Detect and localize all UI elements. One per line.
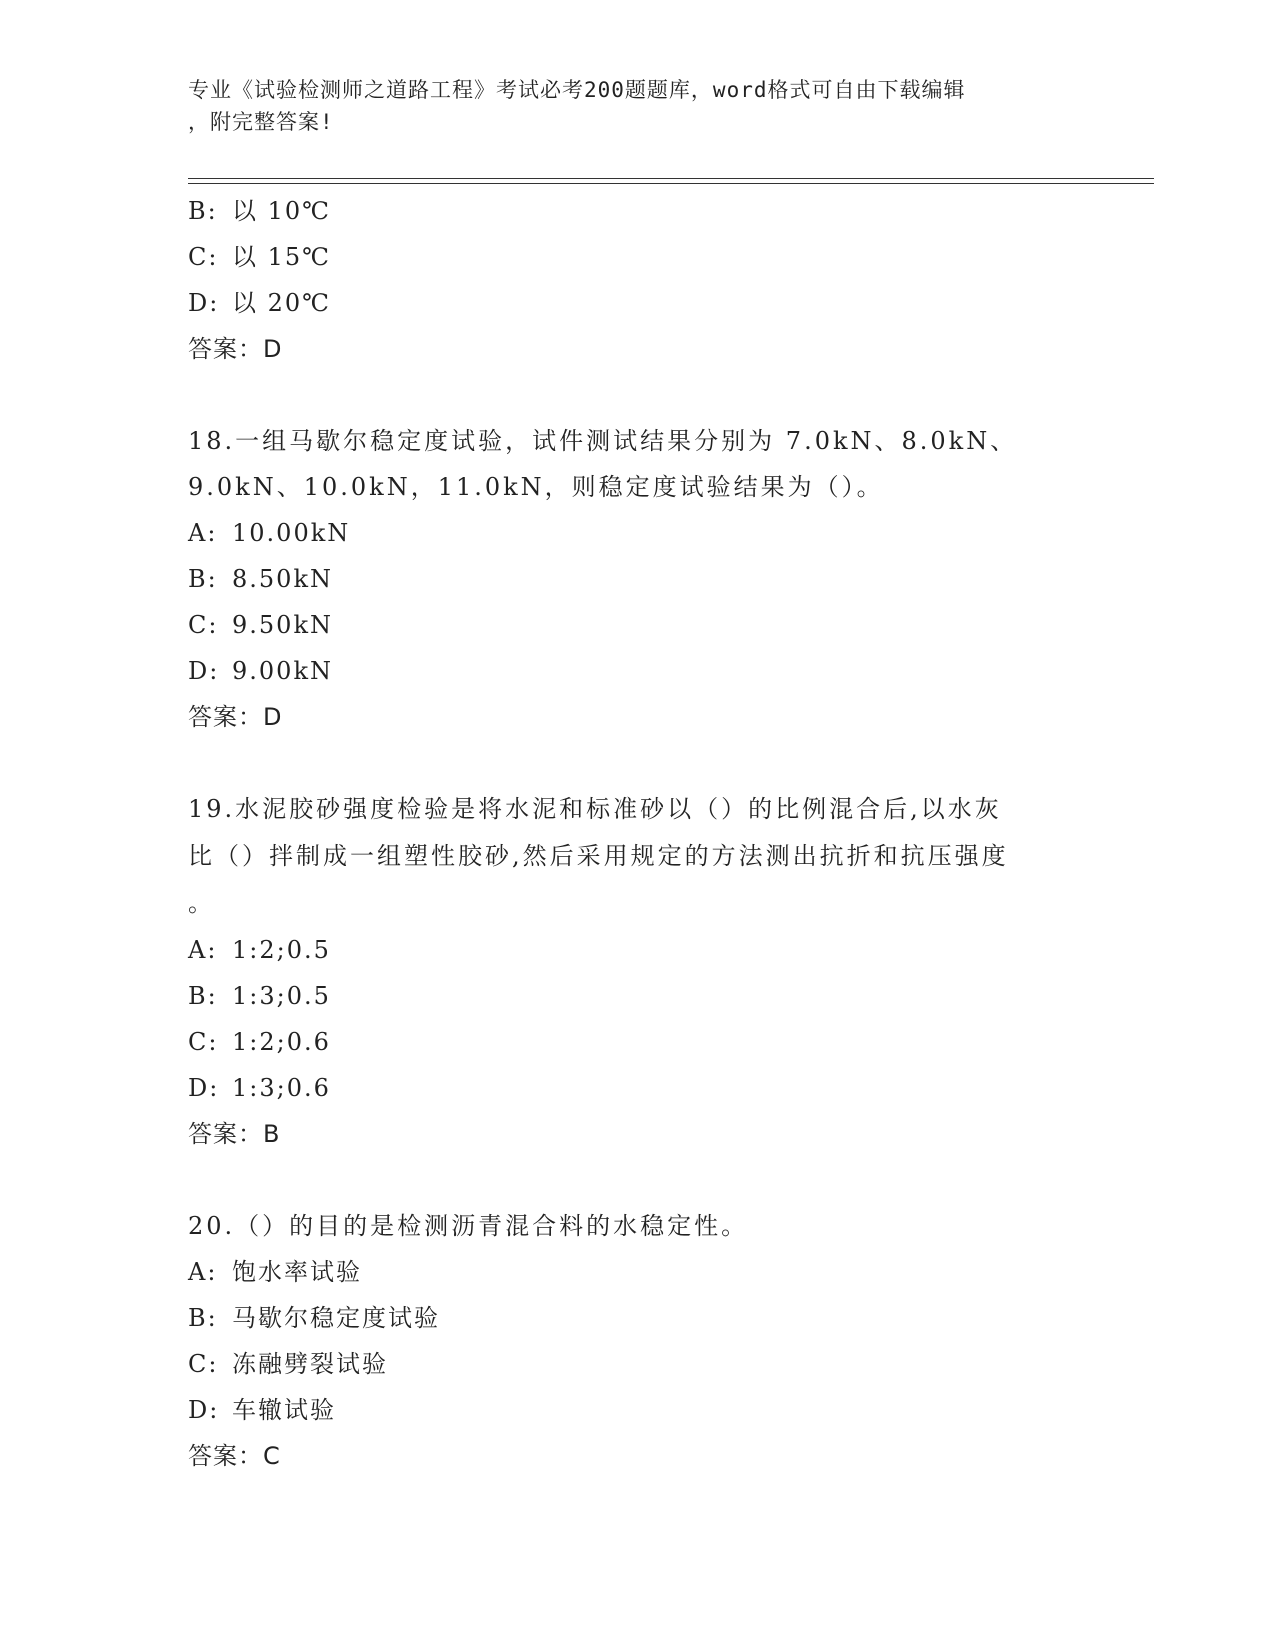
- option-text: 以 15℃: [232, 243, 332, 271]
- option-b: [188, 556, 1088, 602]
- option-letter: B:: [188, 1304, 218, 1332]
- option-letter: A:: [188, 936, 218, 964]
- option-b: [188, 973, 1088, 1019]
- option-letter: D:: [188, 1396, 220, 1424]
- option-text: 1:2;0.6: [232, 1028, 331, 1056]
- option-d: [188, 280, 1088, 326]
- option-d: [188, 1387, 1088, 1433]
- option-text: 1:3;0.6: [232, 1074, 331, 1102]
- option-d: [188, 648, 1088, 694]
- option-d: [188, 1065, 1088, 1111]
- question-19: [188, 786, 1088, 1157]
- option-letter: C:: [188, 1350, 219, 1378]
- option-a: [188, 510, 1088, 556]
- header-rule-bottom: [188, 183, 1154, 184]
- spacer: [188, 1157, 1088, 1203]
- option-text: 1:3;0.5: [232, 982, 331, 1010]
- question-stem-line: 18.一组马歇尔稳定度试验，试件测试结果分别为 7.0kN、8.0kN、: [188, 427, 1018, 455]
- option-letter: D:: [188, 1074, 220, 1102]
- header-title-line-1: 专业《试验检测师之道路工程》考试必考200题题库，word格式可自由下载编辑: [188, 78, 966, 102]
- option-text: 车辙试验: [232, 1396, 336, 1424]
- answer-line: 答案：B: [188, 1120, 281, 1148]
- option-text: 马歇尔稳定度试验: [232, 1304, 440, 1332]
- option-letter: C:: [188, 243, 219, 271]
- answer-line: 答案：D: [188, 703, 283, 731]
- question-20: [188, 1203, 1088, 1479]
- question-stem-line: 比（）拌制成一组塑性胶砂,然后采用规定的方法测出抗折和抗压强度: [188, 842, 1009, 870]
- option-text: 以 10℃: [232, 197, 332, 225]
- answer-line: 答案：C: [188, 1442, 281, 1470]
- question-stem-line: 9.0kN、10.0kN，11.0kN，则稳定度试验结果为（）。: [188, 473, 884, 501]
- option-text: 10.00kN: [232, 519, 351, 547]
- question-17-tail: [188, 188, 1088, 372]
- document-header: [188, 74, 1068, 138]
- option-letter: A:: [188, 519, 218, 547]
- option-a: [188, 1249, 1088, 1295]
- option-a: [188, 927, 1088, 973]
- option-b: [188, 188, 1088, 234]
- option-letter: D:: [188, 289, 220, 317]
- option-c: [188, 1019, 1088, 1065]
- option-letter: B:: [188, 197, 218, 225]
- option-c: [188, 234, 1088, 280]
- option-text: 以 20℃: [232, 289, 332, 317]
- option-text: 9.50kN: [232, 611, 333, 639]
- option-c: [188, 602, 1088, 648]
- option-letter: B:: [188, 565, 218, 593]
- option-letter: C:: [188, 611, 219, 639]
- option-letter: C:: [188, 1028, 219, 1056]
- spacer: [188, 740, 1088, 786]
- question-list: [188, 188, 1088, 1479]
- option-text: 饱水率试验: [232, 1258, 362, 1286]
- option-letter: D:: [188, 657, 220, 685]
- option-text: 1:2;0.5: [232, 936, 331, 964]
- question-stem-line: 19.水泥胶砂强度检验是将水泥和标准砂以（）的比例混合后,以水灰: [188, 795, 1002, 823]
- option-letter: B:: [188, 982, 218, 1010]
- spacer: [188, 372, 1088, 418]
- option-text: 9.00kN: [232, 657, 333, 685]
- answer-line: 答案：D: [188, 335, 283, 363]
- question-18: [188, 418, 1088, 740]
- header-title-line-2: ，附完整答案!: [188, 110, 334, 134]
- option-letter: A:: [188, 1258, 218, 1286]
- option-text: 冻融劈裂试验: [232, 1350, 388, 1378]
- option-c: [188, 1341, 1088, 1387]
- question-stem-line: 20.（）的目的是检测沥青混合料的水稳定性。: [188, 1212, 749, 1240]
- header-rule-top: [188, 178, 1154, 179]
- question-stem-line: 。: [188, 889, 215, 917]
- option-text: 8.50kN: [232, 565, 333, 593]
- option-b: [188, 1295, 1088, 1341]
